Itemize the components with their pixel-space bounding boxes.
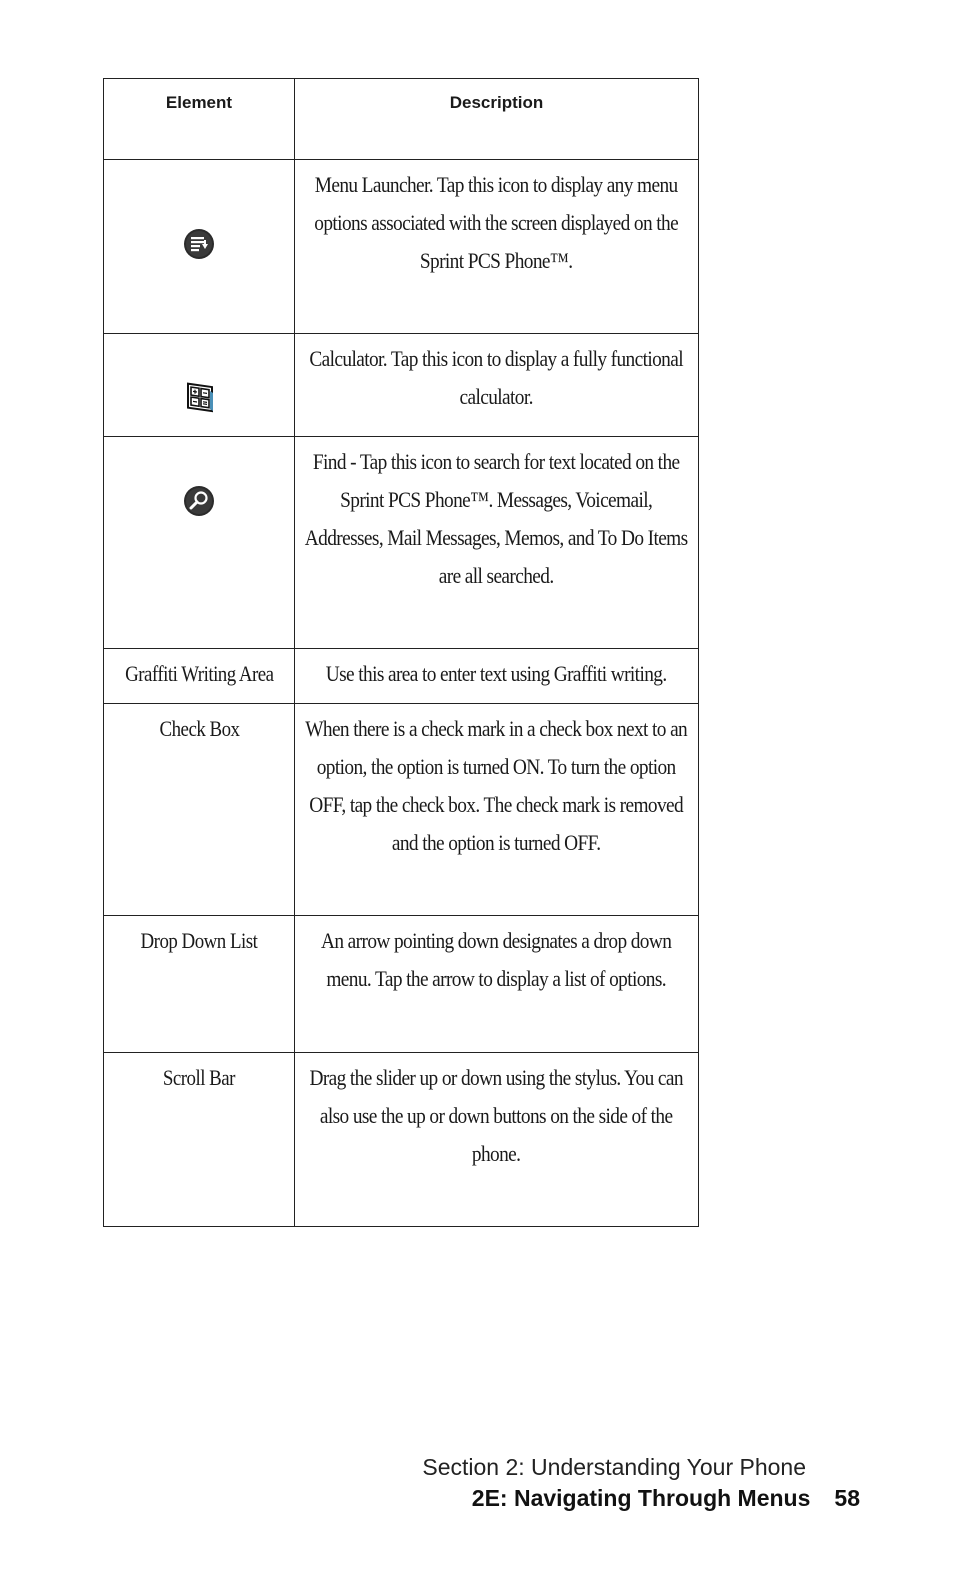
page-footer — [422, 1452, 860, 1514]
element-cell: Graffiti Writing Area — [104, 649, 295, 704]
table-row — [104, 916, 699, 1053]
element-cell — [104, 334, 295, 437]
chapter-label: 2E: Navigating Through Menus — [471, 1485, 811, 1511]
table-header-row — [104, 79, 699, 160]
element-cell — [104, 160, 295, 334]
description-cell: Drag the slider up or down using the stylus. You can also use the up or down buttons on the side of the phone. — [295, 1053, 699, 1227]
chapter-title — [422, 1482, 860, 1514]
calculator-icon — [183, 381, 215, 413]
column-header-description: Description — [295, 79, 699, 160]
find-icon — [183, 485, 215, 517]
table-row — [104, 334, 699, 437]
table-row — [104, 704, 699, 916]
element-cell: Drop Down List — [104, 916, 295, 1053]
description-cell: Find - Tap this icon to search for text located on the Sprint PCS Phone™. Messages, Voicemail, Addresses, Mail Messages, Memos, and To Do Items are all searched. — [295, 437, 699, 649]
table-row — [104, 437, 699, 649]
description-cell: Menu Launcher. Tap this icon to display any menu options associated with the screen displayed on the Sprint PCS Phone™. — [295, 160, 699, 334]
table-row — [104, 160, 699, 334]
element-cell: Check Box — [104, 704, 295, 916]
element-cell: Scroll Bar — [104, 1053, 295, 1227]
description-cell: Calculator. Tap this icon to display a fully functional calculator. — [295, 334, 699, 437]
description-cell: When there is a check mark in a check box next to an option, the option is turned ON. To turn the option OFF, tap the check box. The check mark is removed and the option is turned OFF. — [295, 704, 699, 916]
table-row — [104, 649, 699, 704]
column-header-element: Element — [104, 79, 295, 160]
section-title: Section 2: Understanding Your Phone — [422, 1454, 806, 1480]
description-cell: An arrow pointing down designates a drop down menu. Tap the arrow to display a list of options. — [295, 916, 699, 1053]
description-cell: Use this area to enter text using Graffiti writing. — [295, 649, 699, 704]
page-number: 58 — [834, 1485, 860, 1511]
menu-launcher-icon — [183, 228, 215, 260]
element-cell — [104, 437, 295, 649]
element-reference-table — [103, 78, 699, 1227]
table-row — [104, 1053, 699, 1227]
